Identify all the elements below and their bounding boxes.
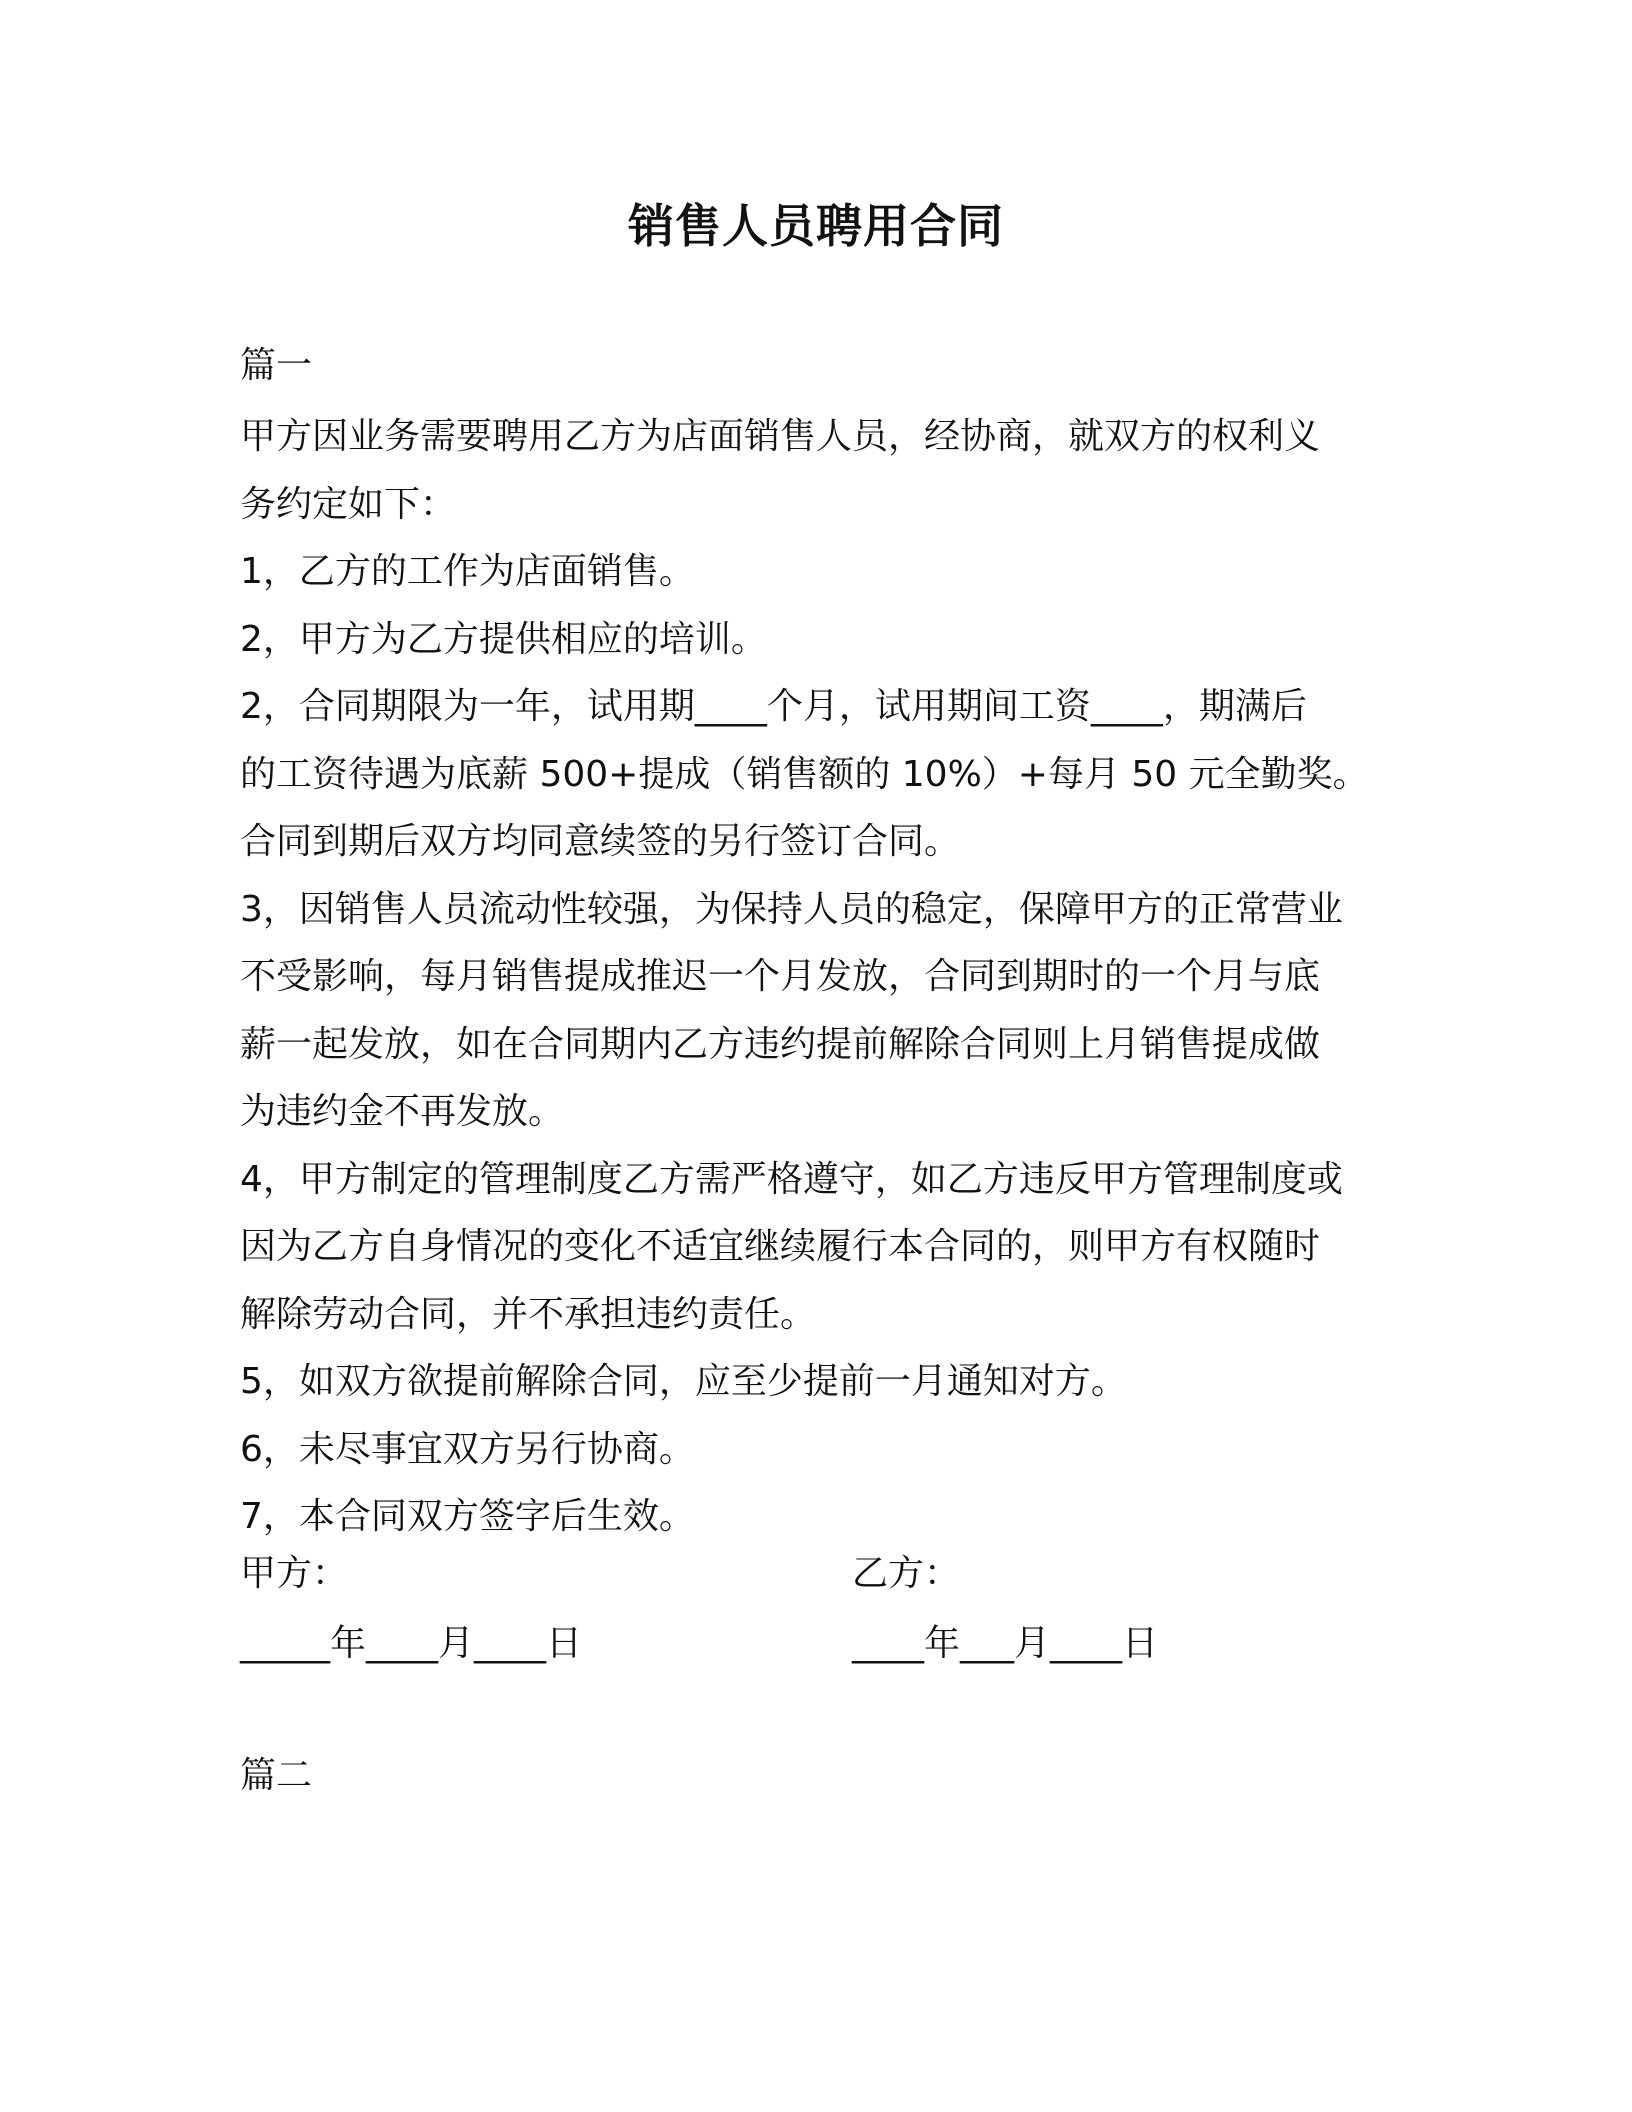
clause-2-training: 2，甲方为乙方提供相应的培训。 <box>240 618 767 660</box>
clause-5: 5，如双方欲提前解除合同，应至少提前一月通知对方。 <box>240 1361 1127 1402</box>
page-title: 销售人员聘用合同 <box>628 199 1004 253</box>
section-heading-1: 篇一 <box>240 345 313 386</box>
party-b-label: 乙方： <box>852 1553 961 1594</box>
clause-3: 3，因销售人员流动性较强，为保持人员的稳定，保障甲方的正常营业 <box>240 888 1343 930</box>
body-line: 合同到期后双方均同意续签的另行签订合同。 <box>240 821 961 862</box>
body-line: 的工资待遇为底薪 500+提成（销售额的 10%）+每月 50 元全勤奖。 <box>240 753 1369 795</box>
contract-body <box>240 403 1390 1551</box>
clause-2-term: 2，合同期限为一年，试用期____个月，试用期间工资____，期满后 <box>240 686 1307 727</box>
body-line: 务约定如下： <box>240 483 457 525</box>
signature-dates <box>240 1610 1390 1678</box>
body-line: 因为乙方自身情况的变化不适宜继续履行本合同的，则甲方有权随时 <box>240 1226 1321 1267</box>
body-line: 薪一起发放，如在合同期内乙方违约提前解除合同则上月销售提成做 <box>240 1023 1321 1065</box>
body-line: 为违约金不再发放。 <box>240 1091 565 1132</box>
clause-6: 6，未尽事宜双方另行协商。 <box>240 1428 695 1470</box>
signature-parties <box>240 1540 1390 1608</box>
clause-1: 1，乙方的工作为店面销售。 <box>240 551 695 592</box>
body-line: 甲方因业务需要聘用乙方为店面销售人员，经协商，就双方的权利义 <box>240 416 1321 457</box>
clause-4: 4，甲方制定的管理制度乙方需严格遵守，如乙方违反甲方管理制度或 <box>240 1158 1343 1200</box>
party-a-label: 甲方： <box>240 1553 349 1594</box>
body-line: 解除劳动合同，并不承担违约责任。 <box>240 1293 817 1335</box>
party-a-date: _____年____月____日 <box>240 1623 582 1664</box>
clause-7: 7，本合同双方签字后生效。 <box>240 1496 695 1537</box>
body-line: 不受影响，每月销售提成推迟一个月发放，合同到期时的一个月与底 <box>240 956 1321 997</box>
section-heading-2: 篇二 <box>240 1755 313 1796</box>
party-b-date: ____年___月____日 <box>852 1623 1159 1664</box>
